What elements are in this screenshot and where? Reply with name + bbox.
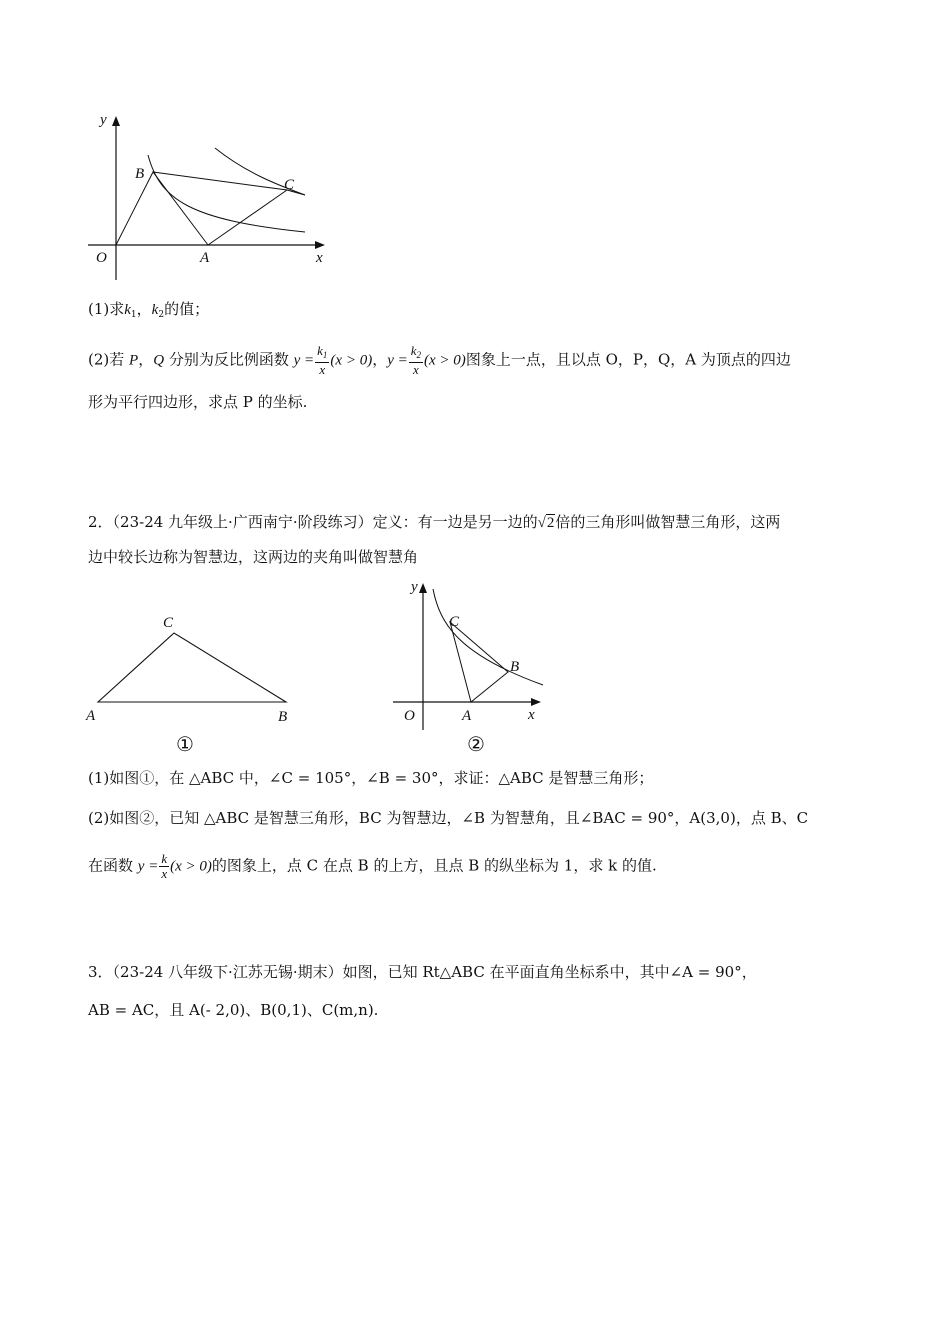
q2-part2-l2-a: 在函数 bbox=[88, 856, 138, 875]
k2-sub: 2 bbox=[158, 310, 165, 320]
label-A: A bbox=[200, 250, 210, 266]
quadrilateral-OBCA bbox=[116, 172, 287, 245]
label-x: x bbox=[316, 250, 323, 266]
sqrt-2: √2 bbox=[537, 515, 555, 531]
q1-part2-line2: 形为平行四边形，求点 P 的坐标. bbox=[88, 393, 308, 411]
q1-part2-prefix: (2)若 bbox=[88, 350, 130, 369]
f1-y: y = bbox=[293, 352, 315, 369]
q2-line1 bbox=[88, 510, 780, 535]
q2-part1: (1)如图①，在 △ABC 中，∠C = 105°，∠B = 30°，求证：△ABC 是智慧三角形； bbox=[88, 769, 654, 787]
label-A: A bbox=[462, 708, 472, 724]
label-B: B bbox=[135, 166, 145, 182]
figure-1-svg bbox=[80, 110, 340, 290]
label-A: A bbox=[86, 708, 96, 724]
f-num: k bbox=[161, 851, 168, 866]
sqrt-value: 2 bbox=[546, 515, 555, 531]
q1-part1-suffix: 的值； bbox=[164, 300, 210, 318]
figure-2-1-triangle bbox=[80, 605, 300, 760]
curve-k bbox=[433, 589, 543, 685]
q2-part2-line1: (2)如图②，已知 △ABC 是智慧三角形，BC 为智慧边，∠B 为智慧角，且∠BAC = 90°，A(3,0)，点 B、C bbox=[88, 809, 809, 827]
f1-cond: (x > 0) bbox=[330, 352, 373, 369]
f-y: y = bbox=[137, 858, 159, 875]
label-y: y bbox=[411, 579, 418, 595]
f2-num-sub: 2 bbox=[416, 350, 422, 360]
q2-part2-l2-b: 的图象上，点 C 在点 B 的上方，且点 B 的纵坐标为 1，求 k 的值. bbox=[211, 856, 657, 875]
label-C: C bbox=[284, 177, 295, 193]
f2-num: k bbox=[410, 343, 417, 358]
q1-part1 bbox=[88, 297, 209, 327]
comma: ， bbox=[138, 350, 154, 369]
var-Q: Q bbox=[153, 352, 165, 369]
y-axis-arrow bbox=[419, 583, 427, 593]
k1: k bbox=[124, 302, 131, 318]
x-axis-arrow bbox=[315, 241, 325, 249]
q3-line2: AB = AC，且 A(- 2,0)、B(0,1)、C(m,n). bbox=[88, 1001, 379, 1019]
k2: k bbox=[151, 302, 159, 318]
f1-num-sub: 1 bbox=[322, 350, 328, 360]
label-O: O bbox=[96, 250, 107, 266]
q1-part2-line1 bbox=[88, 344, 791, 377]
triangle-ABC bbox=[98, 633, 286, 702]
f1-num: k bbox=[317, 343, 323, 358]
caption-1: ① bbox=[176, 734, 194, 756]
f-fraction bbox=[159, 852, 169, 881]
label-C: C bbox=[163, 615, 174, 631]
var-P: P bbox=[129, 352, 139, 369]
figure-2-2-graph bbox=[385, 575, 560, 760]
figure-1-coordinate-graph bbox=[80, 110, 340, 290]
f-den: x bbox=[161, 866, 168, 881]
q2-line1-a: 2．（23-24 九年级上·广西南宁·阶段练习）定义：有一边是另一边的 bbox=[88, 513, 538, 531]
triangle-ABC bbox=[450, 622, 508, 702]
q2-line1-b: 倍的三角形叫做智慧三角形，这两 bbox=[555, 513, 781, 531]
sep: ， bbox=[372, 350, 388, 369]
q2-line2: 边中较长边称为智慧边，这两边的夹角叫做智慧角 bbox=[88, 548, 419, 566]
figure-2-1-svg bbox=[80, 605, 300, 760]
q3-line1: 3．（23-24 八年级下·江苏无锡·期末）如图，已知 Rt△ABC 在平面直角坐标系中，其中∠A = 90°， bbox=[88, 963, 757, 981]
label-C: C bbox=[449, 614, 460, 630]
f2-cond: (x > 0) bbox=[424, 352, 466, 369]
caption-2: ② bbox=[467, 734, 485, 756]
f2-y: y = bbox=[387, 352, 408, 369]
f1-den: x bbox=[319, 362, 326, 377]
q1-part2-mid: 分别为反比例函数 bbox=[164, 350, 294, 369]
f-cond: (x > 0) bbox=[170, 858, 212, 875]
q1-part2-tail: 图象上一点，且以点 O，P，Q，A 为顶点的四边 bbox=[465, 350, 791, 369]
f2-fraction bbox=[409, 344, 423, 377]
y-axis-arrow bbox=[112, 116, 120, 126]
label-O: O bbox=[404, 708, 415, 724]
label-y: y bbox=[100, 112, 107, 128]
q1-part1-prefix: (1)求 bbox=[88, 300, 125, 318]
q2-part2-line2 bbox=[88, 852, 657, 881]
x-axis-arrow bbox=[531, 698, 541, 706]
sep: ， bbox=[136, 300, 152, 318]
f1-fraction bbox=[315, 344, 329, 377]
label-x: x bbox=[528, 707, 535, 723]
label-B: B bbox=[278, 709, 288, 725]
label-B: B bbox=[510, 659, 520, 675]
k1-sub: 1 bbox=[130, 310, 137, 320]
figure-2-2-svg bbox=[385, 575, 560, 760]
f2-den: x bbox=[413, 362, 419, 377]
